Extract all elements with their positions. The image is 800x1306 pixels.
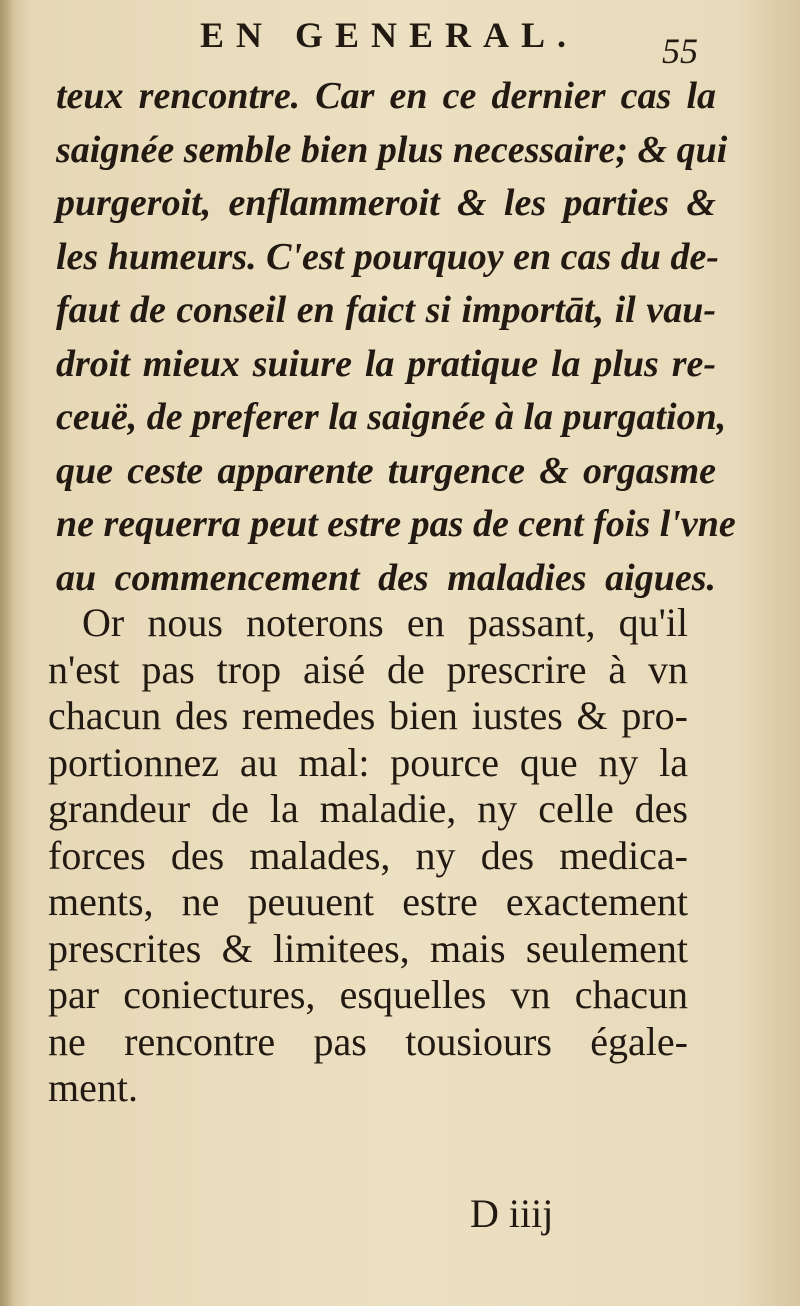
text-line: ments, ne peuuent estre exactement [48,879,688,924]
text-line: faut de conseil en faict si importāt, il vau- [56,289,716,331]
running-head: EN GENERAL. [200,15,579,55]
text-line: ne rencontre pas tousiours égale- [48,1018,688,1064]
text-line: purgeroit, enflammeroit & les parties & [56,182,716,224]
text-line: les humeurs. C'est pourquoy en cas du de- [56,235,719,278]
signature-mark: D iiij [470,1191,554,1236]
text-line: ne requerra peut estre pas de cent fois l'vne [56,503,736,545]
roman-paragraph [48,600,688,1112]
text-line: teux rencontre. Car en ce dernier cas la [56,75,716,117]
page-number: 55 [662,31,698,71]
text-line: prescrites & limitees, mais seulement [48,925,688,971]
gutter-shadow [0,0,14,1306]
text-line: au commencement des maladies aigues. [56,556,716,599]
text-line: ceuë, de preferer la saignée à la purgation, [56,396,727,438]
text-line: grandeur de la maladie, ny celle des [48,786,688,831]
text-line: par coniectures, esquelles vn chacun [48,972,688,1017]
italic-paragraph [56,70,736,605]
text-line: que ceste apparente turgence & orgasme [56,449,716,492]
text-line: ment. [48,1065,138,1110]
text-line: chacun des remedes bien iustes & pro- [48,693,688,738]
page-header [0,14,800,71]
text-line: droit mieux suiure la pratique la plus re- [56,342,716,385]
text-line: portionnez au mal: pource que ny la [48,739,688,785]
text-line: Or nous noterons en passant, qu'il [82,600,688,645]
text-line: saignée semble bien plus necessaire; & qui [56,128,728,171]
text-line: forces des malades, ny des medica- [48,832,688,878]
text-line: n'est pas trop aisé de prescrire à vn [48,646,688,692]
